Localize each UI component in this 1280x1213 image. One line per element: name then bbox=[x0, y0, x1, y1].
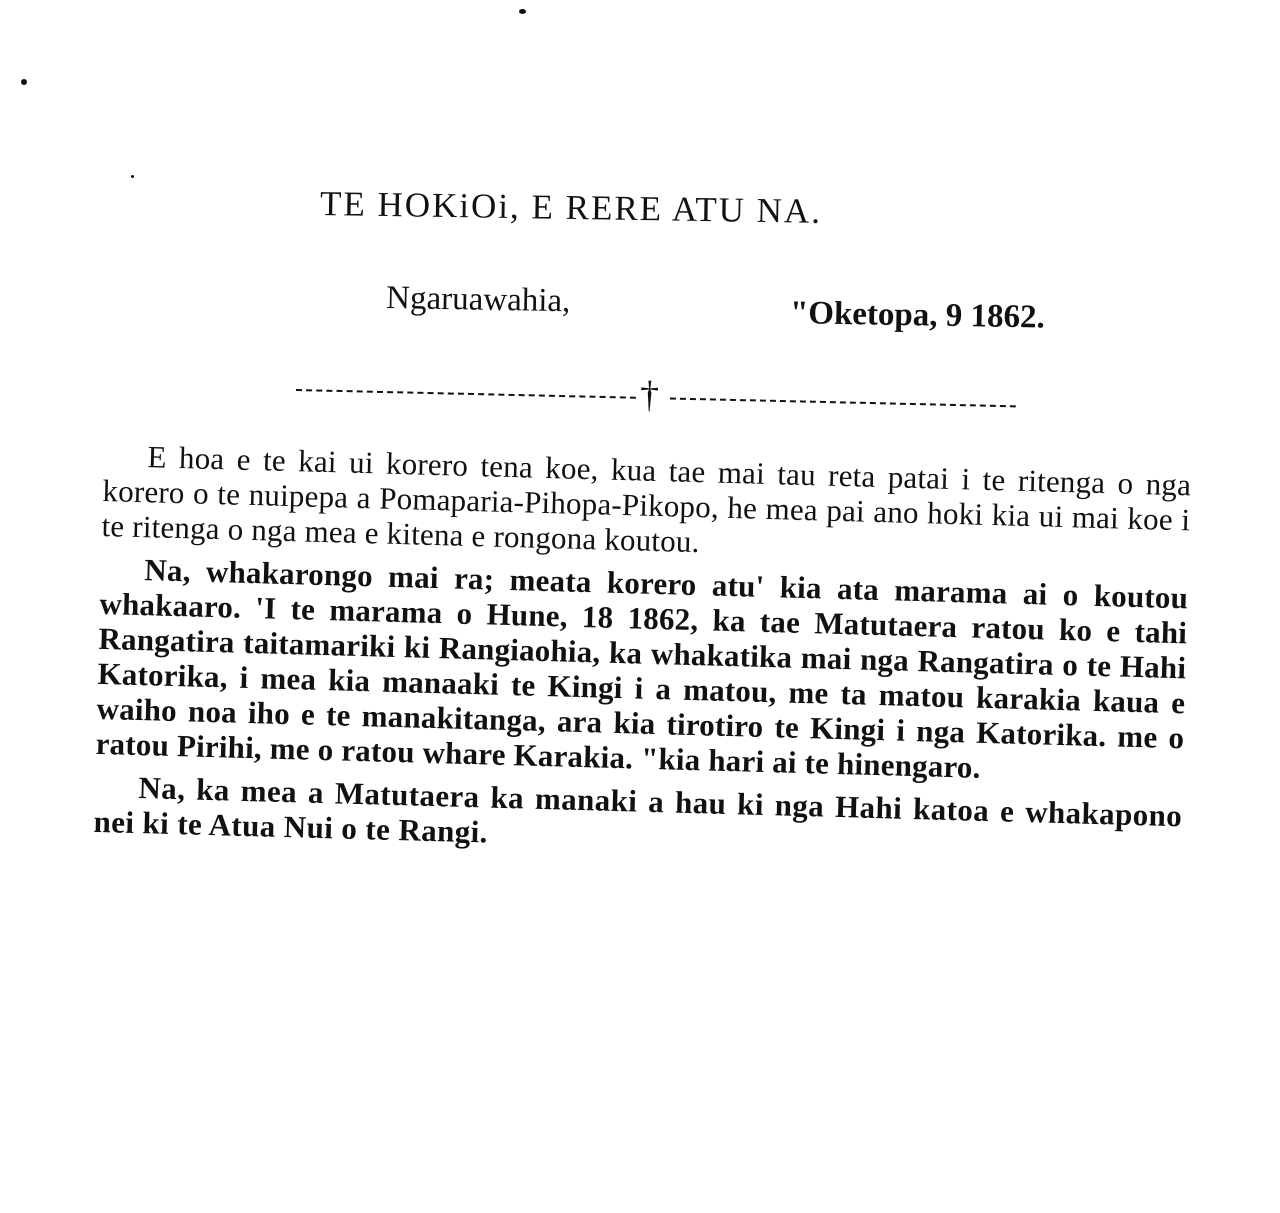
paragraph-2: Na, whakarongo mai ra; meata korero atu' kia ata marama ai o koutou whakaaro. 'I te marama o Hune, 18 1862, ka tae Matutaera ratou ko e tahi Rangatira taitamariki ki Rangiaohia, ka whakatika mai nga Rangatira o te Hahi Katorika, i mea kia manaaki te Kingi i a matou, me ta matou karakia kaua e waiho noa iho e te manakitanga, ara kia tirotiro te Kingi i nga Katorika. me o ratou Pirihi, me o ratou whare Karakia. "kia hari ai te hinengaro. bbox=[95, 552, 1189, 785]
paragraph-3: Na, ka mea a Matutaera ka manaki a hau ki nga Hahi katoa e whakapono nei ki te Atua Nui o te Rangi. bbox=[93, 770, 1183, 850]
paragraph-1: E hoa e te kai ui korero tena koe, kua tae mai tau reta patai i te ritenga o nga korero o te nuipepa a Pomaparia-Pihopa-Pikopo, he mea pai ano hoki kia ui mai koe i te ritenga o nga mea e kitena e rongona koutou. bbox=[101, 439, 1192, 560]
scan-speck-top bbox=[519, 9, 526, 14]
page-title: TE HOKiOi, E RERE ATU NA. bbox=[319, 184, 823, 231]
divider-line-left bbox=[296, 389, 636, 399]
letter-body bbox=[93, 438, 1192, 876]
place-name: Ngaruawahia, bbox=[385, 280, 571, 320]
scan-speck-left bbox=[21, 79, 27, 85]
dagger-icon: † bbox=[639, 373, 660, 417]
dateline bbox=[385, 280, 1116, 353]
scan-speck-small bbox=[131, 175, 134, 178]
divider-line-right bbox=[670, 397, 1016, 407]
divider-rule bbox=[296, 373, 1016, 422]
date: "Oketopa, 9 1862. bbox=[789, 295, 1046, 336]
